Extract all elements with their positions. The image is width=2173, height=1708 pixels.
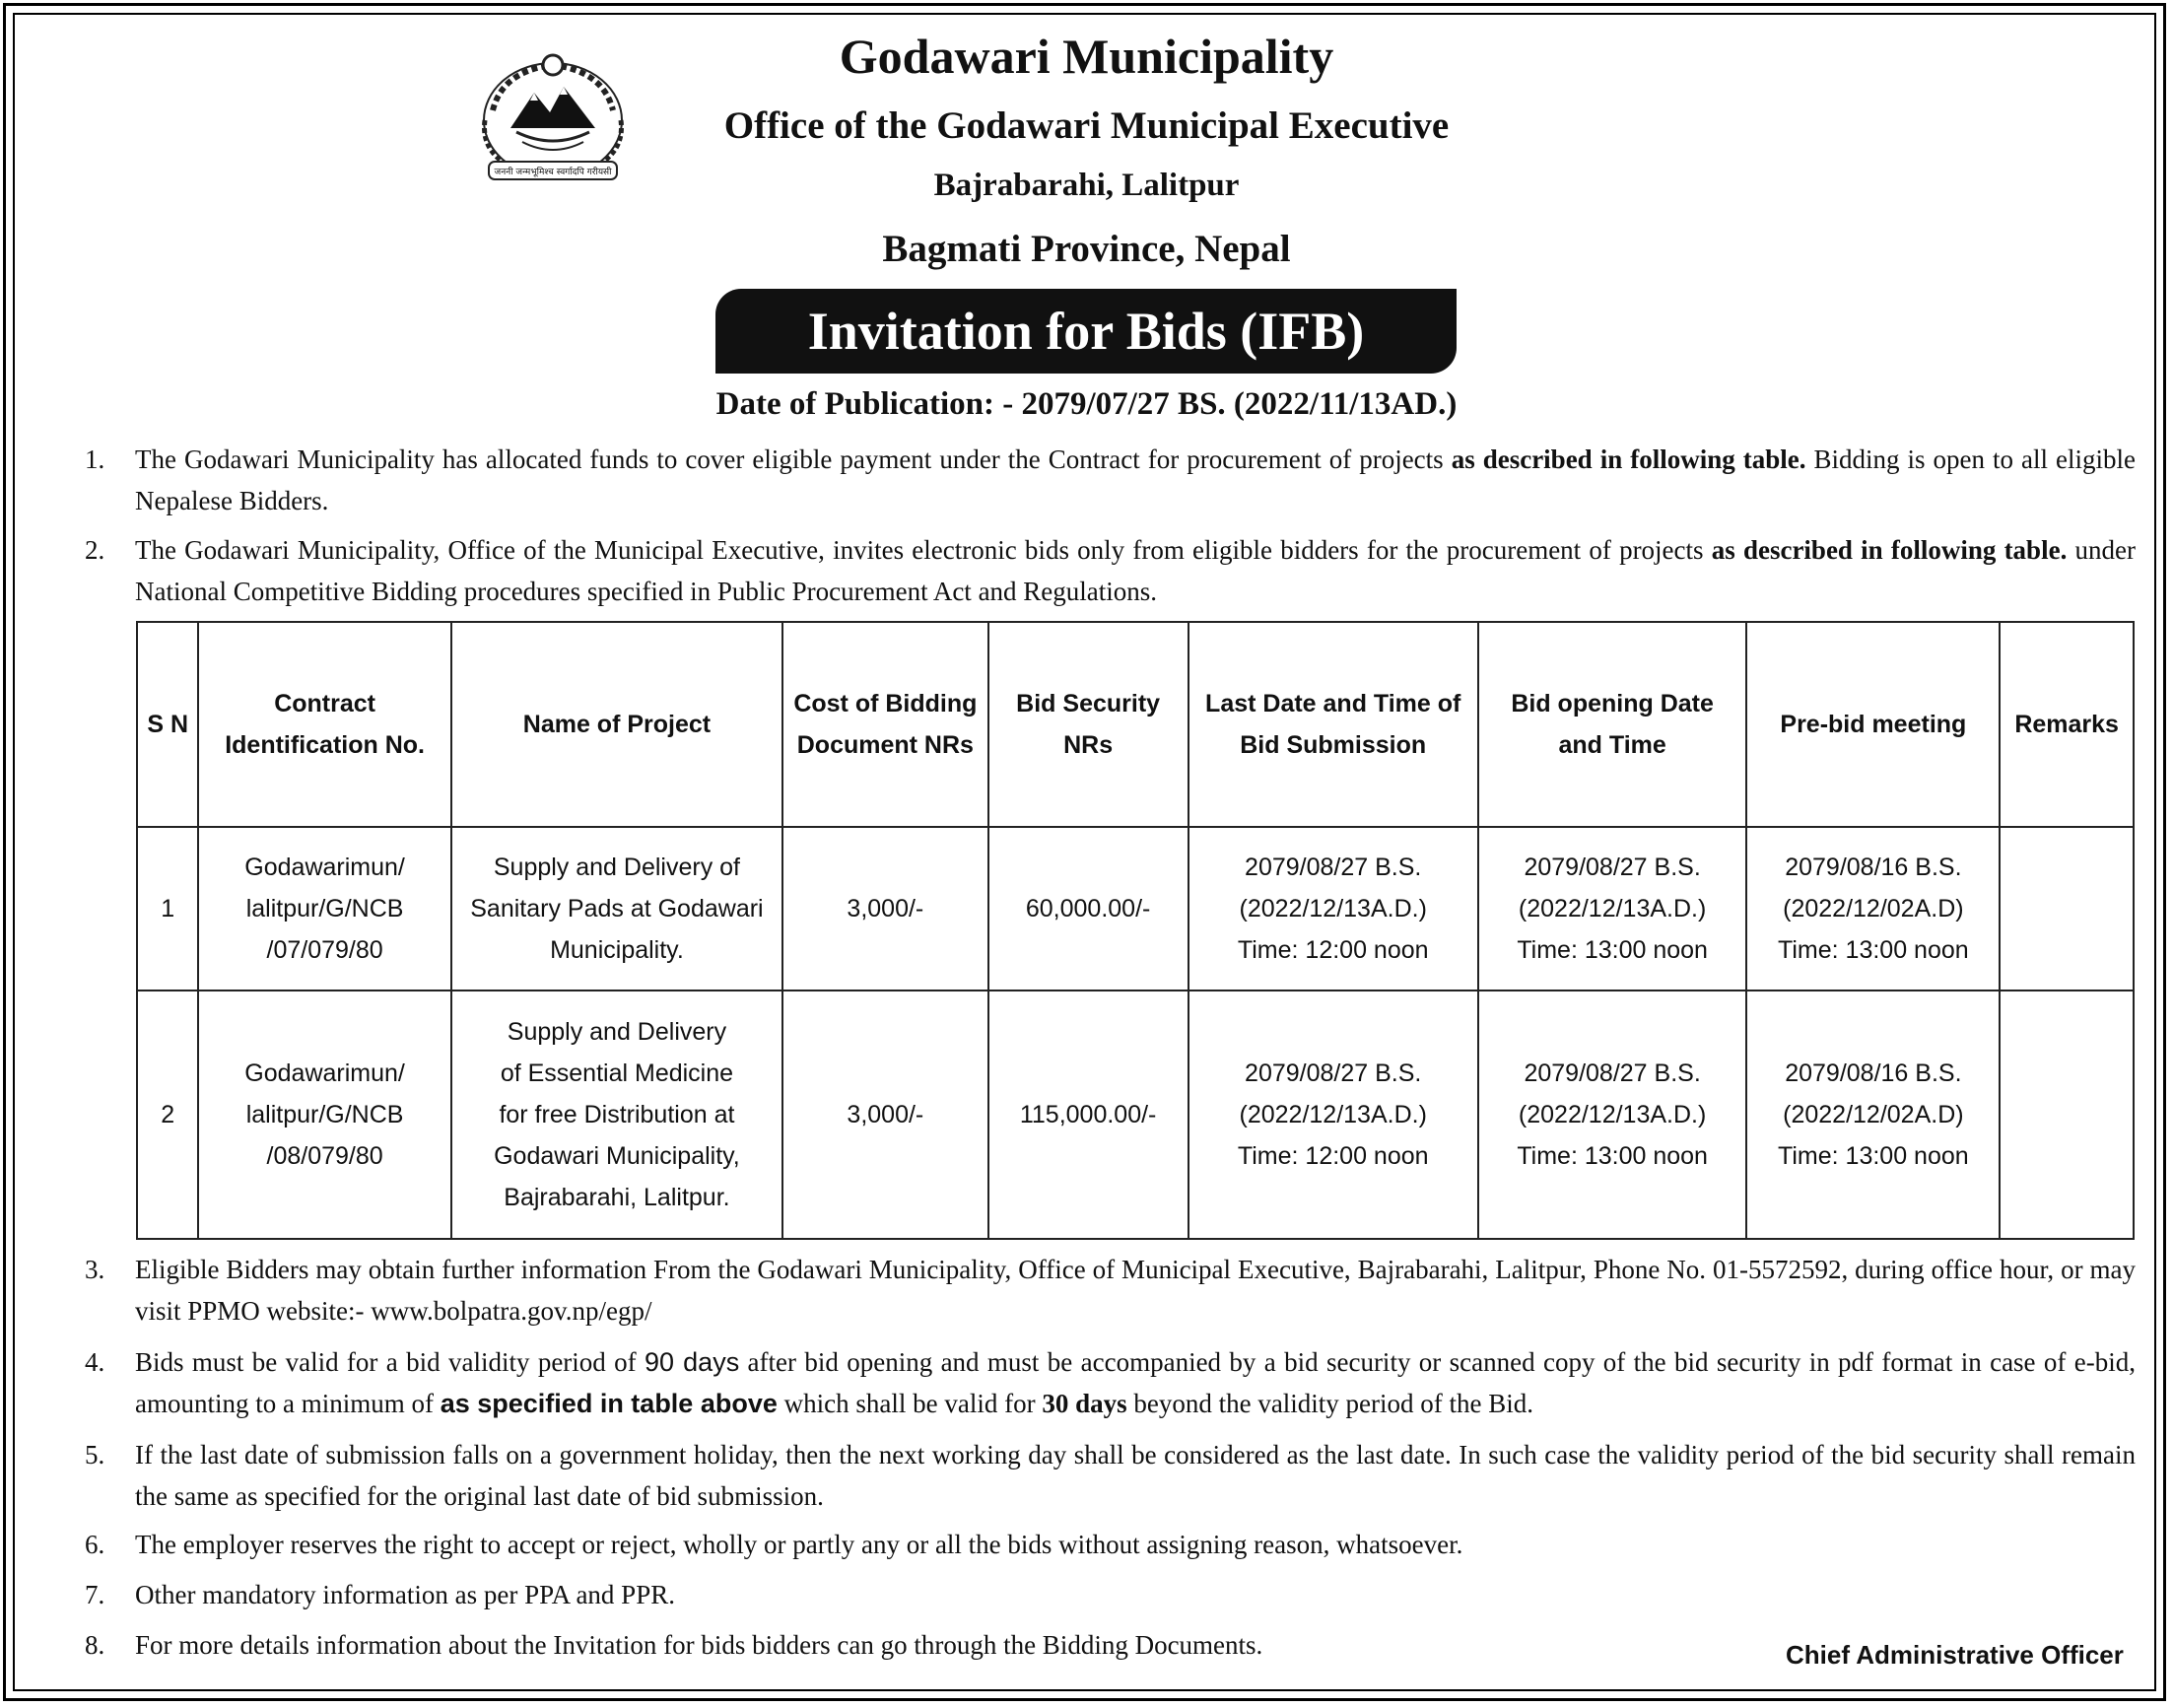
clause-text-days: 90 days: [645, 1347, 740, 1377]
cell-prebid-meeting: 2079/08/16 B.S. (2022/12/02A.D) Time: 13:00 noon: [1746, 827, 2000, 991]
header-sn: S N: [137, 622, 198, 827]
header-remarks: Remarks: [2000, 622, 2134, 827]
clause-text-part: after bid opening and must be accompanied by a bid security or scanned copy of the bid security in pdf format in case of e-bid, amounting to a minimum of: [135, 1347, 2136, 1418]
emblem-motto: जननी जन्मभूमिश्च स्वर्गादपि गरीयसी: [494, 168, 612, 177]
clause-text-bold: as described in following table.: [1711, 535, 2068, 565]
province-name: Bagmati Province, Nepal: [882, 228, 1291, 270]
notice-title-banner: Invitation for Bids (IFB): [715, 289, 1457, 374]
cell-opening-date: 2079/08/27 B.S. (2022/12/13A.D.) Time: 13:00 noon: [1478, 827, 1747, 991]
clause-text-bold: 30 days: [1042, 1389, 1127, 1418]
cell-remarks: [2000, 991, 2134, 1239]
header-contract-id: Contract Identification No.: [198, 622, 450, 827]
cell-sn: 2: [137, 991, 198, 1239]
clause-text: The employer reserves the right to accept or reject, wholly or partly any or all the bids without assigning reason, whatsoever.: [135, 1530, 1463, 1559]
clause-number: 1.: [85, 444, 105, 474]
clause-number: 3.: [85, 1255, 105, 1284]
clause-number: 5.: [85, 1440, 105, 1469]
header-prebid-meeting: Pre-bid meeting: [1746, 622, 2000, 827]
cell-bid-security: 115,000.00/-: [988, 991, 1188, 1239]
cell-project-name: Supply and Delivery of Sanitary Pads at Godawari Municipality.: [451, 827, 782, 991]
clause-text-part: which shall be valid for: [777, 1389, 1043, 1418]
header-bid-security: Bid Security NRs: [988, 622, 1188, 827]
municipality-name: Godawari Municipality: [839, 29, 1334, 84]
clause-text: [135, 1341, 2136, 1424]
clause-number: 6.: [85, 1530, 105, 1559]
cell-opening-date: 2079/08/27 B.S. (2022/12/13A.D.) Time: 13:00 noon: [1478, 991, 1747, 1239]
cell-remarks: [2000, 827, 2134, 991]
clause-text: If the last date of submission falls on a government holiday, then the next working day shall be considered as the last date. In such case the validity period of the bid security shall remain the same as specified for the original last date of bid submission.: [135, 1440, 2136, 1511]
clause-text: Eligible Bidders may obtain further information From the Godawari Municipality, Office of Municipal Executive, Bajrabarahi, Lalitpur, Phone No. 01-5572592, during office hour, or may visit PPMO website:- www.bolpatra.gov.np/egp/: [135, 1255, 2136, 1326]
table-row: [137, 827, 2134, 991]
cell-contract-id: Godawarimun/ lalitpur/G/NCB /08/079/80: [198, 991, 450, 1239]
clause-text-part: The Godawari Municipality, Office of the Municipal Executive, invites electronic bids only from eligible bidders for the procurement of projects: [135, 535, 1712, 565]
clause-number: 2.: [85, 535, 105, 565]
cell-document-cost: 3,000/-: [782, 991, 988, 1239]
clause-text-bold: as specified in table above: [440, 1389, 778, 1418]
clause-text-bold: as described in following table.: [1451, 444, 1806, 474]
clause-text-part: Bids must be valid for a bid validity period of: [135, 1347, 645, 1377]
signatory-title: Chief Administrative Officer: [1786, 1640, 2124, 1670]
clause-number: 8.: [85, 1630, 105, 1660]
publication-date: Date of Publication: - 2079/07/27 BS. (2022/11/13AD.): [715, 386, 1458, 422]
cell-document-cost: 3,000/-: [782, 827, 988, 991]
cell-contract-id: Godawarimun/ lalitpur/G/NCB /07/079/80: [198, 827, 450, 991]
clause-text: [135, 439, 2136, 521]
cell-project-name: Supply and Delivery of Essential Medicine for free Distribution at Godawari Municipality, Bajrabarahi, Lalitpur.: [451, 991, 782, 1239]
table-row: [137, 991, 2134, 1239]
header-project-name: Name of Project: [451, 622, 782, 827]
table-header-row: [137, 622, 2134, 827]
bids-table: [136, 621, 2135, 1240]
header-document-cost: Cost of Bidding Document NRs: [782, 622, 988, 827]
office-name: Office of the Godawari Municipal Executive: [723, 104, 1450, 147]
cell-submission-deadline: 2079/08/27 B.S. (2022/12/13A.D.) Time: 12:00 noon: [1188, 991, 1478, 1239]
header-submission-deadline: Last Date and Time of Bid Submission: [1188, 622, 1478, 827]
clause-text: [135, 529, 2136, 612]
header-opening-date: Bid opening Date and Time: [1478, 622, 1747, 827]
office-address: Bajrabarahi, Lalitpur: [933, 168, 1240, 203]
clause-number: 4.: [85, 1347, 105, 1377]
clause-text-part: The Godawari Municipality has allocated funds to cover eligible payment under the Contract for procurement of projects: [135, 444, 1452, 474]
clause-text-part: Bidding is open to all eligible Nepalese Bidders.: [135, 444, 2137, 515]
cell-bid-security: 60,000.00/-: [988, 827, 1188, 991]
cell-prebid-meeting: 2079/08/16 B.S. (2022/12/02A.D) Time: 13:00 noon: [1746, 991, 2000, 1239]
cell-submission-deadline: 2079/08/27 B.S. (2022/12/13A.D.) Time: 12:00 noon: [1188, 827, 1478, 991]
cell-sn: 1: [137, 827, 198, 991]
clause-number: 7.: [85, 1580, 105, 1609]
clause-text-part: beyond the validity period of the Bid.: [1126, 1389, 1534, 1418]
clause-text: Other mandatory information as per PPA and PPR.: [135, 1580, 675, 1609]
clause-text-part: under National Competitive Bidding procedures specified in Public Procurement Act and Regulations.: [135, 535, 2137, 606]
clause-text: For more details information about the Invitation for bids bidders can go through the Bidding Documents.: [135, 1630, 1263, 1660]
